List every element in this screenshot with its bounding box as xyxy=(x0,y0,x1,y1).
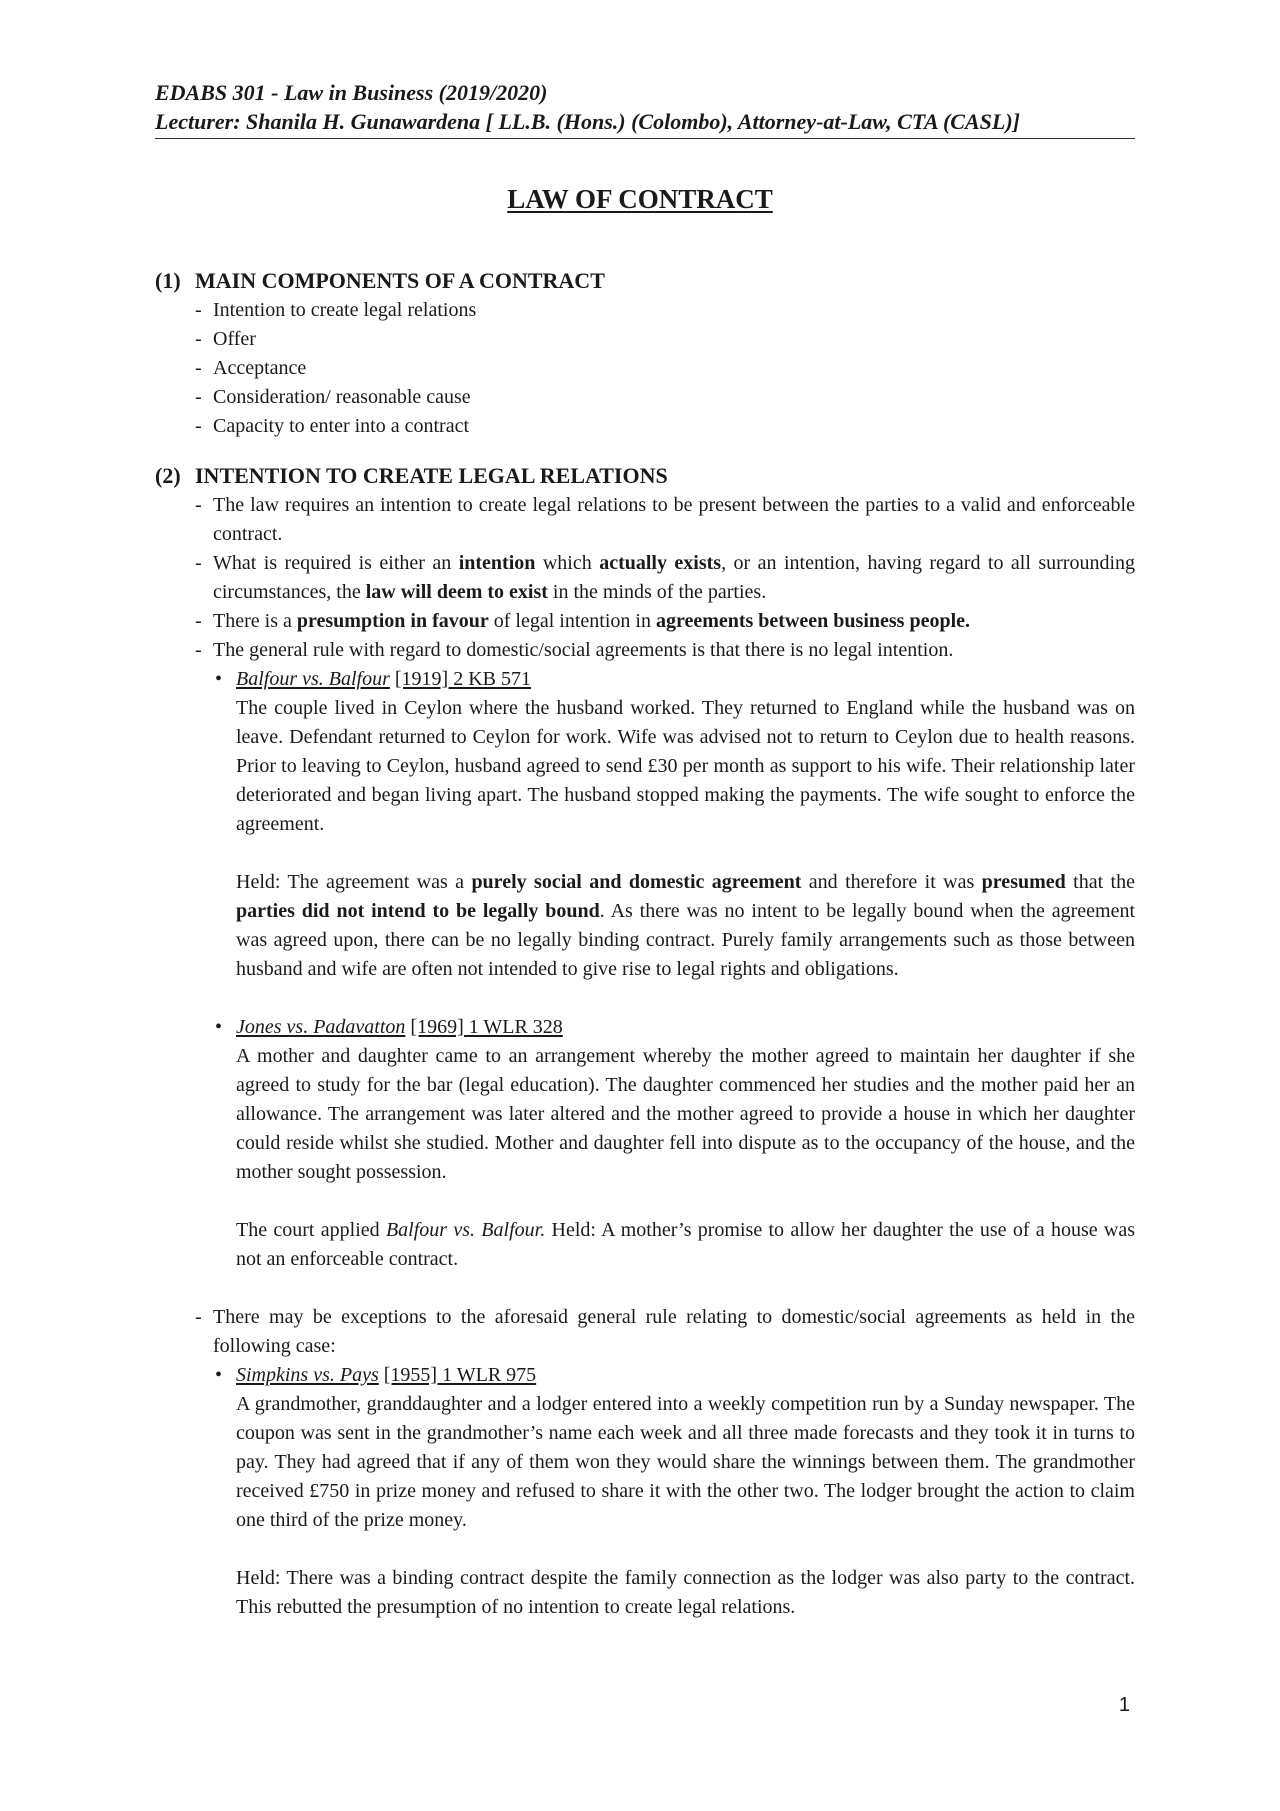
case-name: Jones vs. Padavatton xyxy=(236,1016,406,1038)
bullet-icon: • xyxy=(215,1364,223,1386)
case-balfour-heading xyxy=(215,665,1135,694)
document-body xyxy=(155,266,1135,1622)
list-item: - Consideration/ reasonable cause xyxy=(195,386,471,408)
paragraph-legal-intention: - The law requires an intention to create legal relations to be present between the parties to a valid and enforceable contract. xyxy=(195,494,1135,545)
page-number: 1 xyxy=(1118,1694,1130,1716)
section-1-heading xyxy=(155,266,1135,296)
case-name: Balfour vs. Balfour xyxy=(236,668,390,690)
section-title: MAIN COMPONENTS OF A CONTRACT xyxy=(195,268,605,293)
section-2-heading xyxy=(155,461,1135,491)
paragraph-requirement: - What is required is either an intention which actually exists, or an intention, having regard to all surrounding circumstances, the law will deem to exist in the minds of the parties. xyxy=(195,552,1136,603)
section-title: INTENTION TO CREATE LEGAL RELATIONS xyxy=(195,463,668,488)
case-facts: A mother and daughter came to an arrangement whereby the mother agreed to maintain her daughter if she agreed to study for the bar (legal education). The daughter commenced her studies and the mother paid her an allowance. The arrangement was later altered and the mother agreed to provide a house in which her daughter could reside whilst she studied. Mother and daughter fell into dispute as to the occupancy of the house, and the mother sought possession. xyxy=(236,1045,1135,1183)
case-held: Held: The agreement was a purely social and domestic agreement and therefore it was presumed that the parties did not intend to be legally bound. As there was no intent to be legally bound when the agreement was agreed upon, there can be no legally binding contract. Purely family arrangements such as those between husband and wife are often not intended to give rise to legal rights and obligations. xyxy=(236,871,1136,980)
case-jones-heading xyxy=(215,1013,1135,1042)
lecturer-line: Lecturer: Shanila H. Gunawardena [ LL.B. (Hons.) (Colombo), Attorney-at-Law, CTA (CASL)] xyxy=(155,109,1020,134)
bullet-icon: • xyxy=(215,668,223,690)
header-divider xyxy=(155,138,1135,139)
paragraph-presumption: - There is a presumption in favour of legal intention in agreements between business people. xyxy=(195,610,970,632)
page-header xyxy=(155,78,1135,136)
case-held: Held: There was a binding contract despite the family connection as the lodger was also party to the contract. This rebutted the presumption of no intention to create legal relations. xyxy=(236,1567,1135,1618)
case-held: The court applied Balfour vs. Balfour. Held: A mother’s promise to allow her daughter the use of a house was not an enforceable contract. xyxy=(236,1219,1136,1270)
case-facts: The couple lived in Ceylon where the husband worked. They returned to England while the husband was on leave. Defendant returned to Ceylon for work. Wife was advised not to return to Ceylon due to health reasons. Prior to leaving to Ceylon, husband agreed to send £30 per month as support to his wife. Their relationship later deteriorated and began living apart. The husband stopped making the payments. The wife sought to enforce the agreement. xyxy=(236,697,1135,835)
section-number: (1) xyxy=(155,268,181,293)
list-item: - Capacity to enter into a contract xyxy=(195,415,470,437)
list-item: - Offer xyxy=(195,328,256,350)
bullet-icon: • xyxy=(215,1016,223,1038)
case-facts: A grandmother, granddaughter and a lodger entered into a weekly competition run by a Sunday newspaper. The coupon was sent in the grandmother’s name each week and all three made forecasts and they took it in turns to pay. They had agreed that if any of them won they would share the winnings between them. The grandmother received £750 in prize money and refused to share it with the other two. The lodger brought the action to claim one third of the prize money. xyxy=(236,1393,1135,1531)
page-title: LAW OF CONTRACT xyxy=(507,184,773,214)
paragraph-exceptions: - There may be exceptions to the aforesaid general rule relating to domestic/social agreements as held in the following case: xyxy=(195,1306,1135,1357)
case-citation: [1919] 2 KB 571 xyxy=(394,668,531,690)
list-item: - Acceptance xyxy=(195,357,307,379)
paragraph-general-rule: - The general rule with regard to domestic/social agreements is that there is no legal intention. xyxy=(195,639,954,661)
case-name: Simpkins vs. Pays xyxy=(236,1364,379,1386)
case-citation: [1955] 1 WLR 975 xyxy=(383,1364,537,1386)
case-citation: [1969] 1 WLR 328 xyxy=(410,1016,563,1038)
case-simpkins-heading xyxy=(215,1361,1135,1390)
course-title: EDABS 301 - Law in Business (2019/2020) xyxy=(155,80,548,105)
section-number: (2) xyxy=(155,463,181,488)
list-item: - Intention to create legal relations xyxy=(195,299,477,321)
components-list xyxy=(155,296,1135,441)
